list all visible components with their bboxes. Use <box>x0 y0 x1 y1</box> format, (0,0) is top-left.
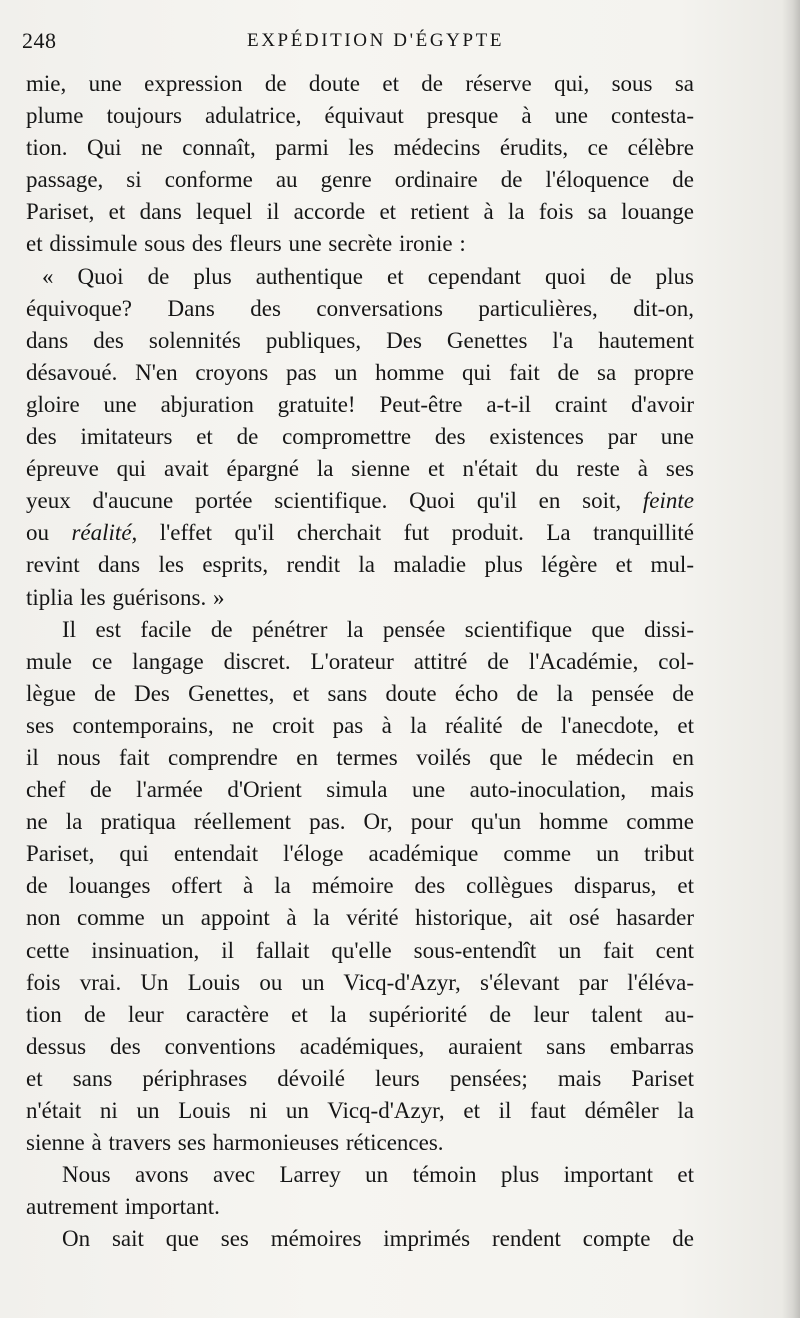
page-edge-shadow <box>782 0 800 1318</box>
page-number: 248 <box>22 28 57 53</box>
text-line: passage, si conforme au genre ordinaire de l'éloquence de <box>26 167 694 193</box>
text-line: lègue de Des Genettes, et sans doute écho de la pensée de <box>26 680 694 706</box>
text-line: dans des solennités publiques, Des Genettes l'a hautement <box>26 327 694 353</box>
text-line: revint dans les esprits, rendit la maladie plus légère et mul- <box>26 552 694 578</box>
text-line: équivoque? Dans des conversations particulières, dit-on, <box>26 295 694 321</box>
text-line: chef de l'armée d'Orient simula une auto-inoculation, mais <box>26 777 694 803</box>
text-segment: ou <box>26 520 49 546</box>
text-line: tion de leur caractère et la supériorité de leur talent au- <box>26 1001 694 1027</box>
body-text <box>26 68 694 1255</box>
text-line: gloire une abjuration gratuite! Peut-être a-t-il craint d'avoir <box>26 391 694 417</box>
text-line: fois vrai. Un Louis ou un Vicq-d'Azyr, s'élevant par l'éléva- <box>26 969 694 995</box>
italic-word-feinte: feinte <box>642 488 695 514</box>
running-title: EXPÉDITION D'ÉGYPTE <box>247 30 505 51</box>
text-line: autrement important. <box>26 1194 220 1220</box>
text-line: dessus des conventions académiques, auraient sans embarras <box>26 1033 694 1059</box>
text-line: tion. Qui ne connaît, parmi les médecins érudits, ce célèbre <box>26 135 694 161</box>
text-line <box>26 485 694 517</box>
text-line: Pariset, qui entendait l'éloge académique comme un tribut <box>26 841 694 867</box>
paragraph-start-line: On sait que ses mémoires imprimés rendent compte de <box>62 1226 694 1252</box>
text-line: des imitateurs et de compromettre des existences par une <box>26 424 694 450</box>
page-header <box>22 28 722 58</box>
text-line: mie, une expression de doute et de réserve qui, sous sa <box>26 71 694 96</box>
text-line: n'était ni un Louis ni un Vicq-d'Azyr, et il faut démêler la <box>26 1098 694 1123</box>
text-line <box>26 517 694 549</box>
text-line: non comme un appoint à la vérité historique, ait osé hasarder <box>26 905 694 931</box>
text-line: ses contemporains, ne croit pas à la réalité de l'anecdote, et <box>26 712 694 738</box>
text-line: de louanges offert à la mémoire des collègues disparus, et <box>26 873 694 899</box>
text-line: désavoué. N'en croyons pas un homme qui fait de sa propre <box>26 359 694 385</box>
text-line: épreuve qui avait épargné la sienne et n'était du reste à ses <box>26 456 694 482</box>
italic-word-realite: réalité, <box>71 520 138 546</box>
text-line: ne la pratiqua réellement pas. Or, pour qu'un homme comme <box>26 809 694 835</box>
text-line: et dissimule sous des fleurs une secrète ironie : <box>26 231 466 257</box>
text-line: il nous fait comprendre en termes voilés que le médecin en <box>26 744 694 770</box>
text-line: et sans périphrases dévoilé leurs pensées; mais Pariset <box>26 1065 694 1091</box>
text-line: plume toujours adulatrice, équivaut presque à une contesta- <box>26 103 694 129</box>
text-line: mule ce langage discret. L'orateur attitré de l'Académie, col- <box>26 648 694 674</box>
quote-closing-line: tiplia les guérisons. » <box>26 584 225 610</box>
quote-opening-line: « Quoi de plus authentique et cependant quoi de plus <box>42 263 694 289</box>
text-segment: l'effet qu'il cherchait fut produit. La tranquillité <box>159 520 695 546</box>
paragraph-start-line: Il est facile de pénétrer la pensée scientifique que dissi- <box>62 616 694 642</box>
text-line: cette insinuation, il fallait qu'elle sous-entendît un fait cent <box>26 937 694 963</box>
text-line: Pariset, et dans lequel il accorde et retient à la fois sa louange <box>26 199 694 225</box>
text-segment: yeux d'aucune portée scientifique. Quoi qu'il en soit, <box>26 488 622 514</box>
text-line: sienne à travers ses harmonieuses réticences. <box>26 1130 444 1156</box>
paragraph-start-line: Nous avons avec Larrey un témoin plus important et <box>62 1162 694 1188</box>
